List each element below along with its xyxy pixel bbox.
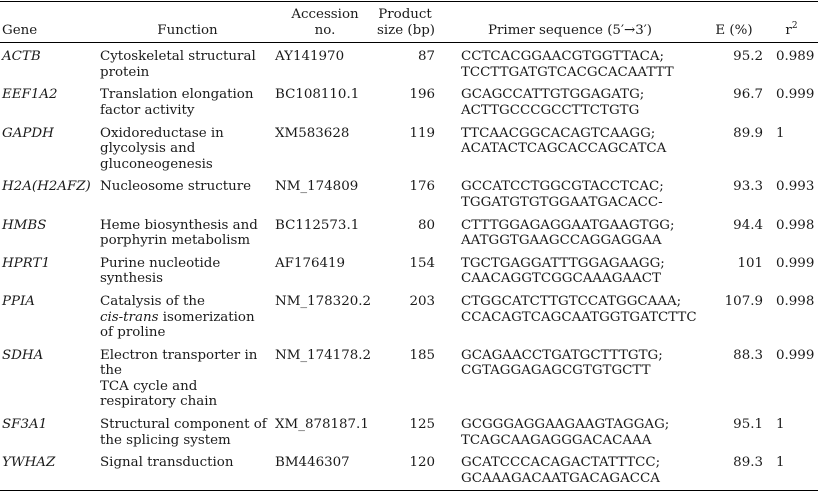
primer-cell <box>435 452 705 491</box>
header-gene: Gene <box>2 22 38 38</box>
primer-reverse: GCAAAGACAATGACAGACCA <box>461 470 660 486</box>
accession-cell: BM446307 <box>275 455 350 471</box>
accession-cell: NM_174809 <box>275 179 359 195</box>
gene-cell: EEF1A2 <box>2 87 58 103</box>
function-line: glycolysis and <box>100 141 196 157</box>
table-row <box>0 291 818 345</box>
primer-cell <box>435 253 705 291</box>
function-line: respiratory chain <box>100 394 218 410</box>
header-row <box>0 2 818 43</box>
accession-cell: XM583628 <box>275 125 350 141</box>
function-line <box>100 310 275 326</box>
function-italic: cis-trans <box>100 309 159 325</box>
header-function: Function <box>157 22 218 38</box>
primer-reverse: ACATACTCAGCACCAGCATCA <box>461 141 667 157</box>
primer-forward: TTCAACGGCACAGTCAAGG; <box>461 125 656 141</box>
r2-cell: 1 <box>776 417 785 433</box>
accession-cell: AF176419 <box>275 255 346 271</box>
gene-cell: ACTB <box>2 49 41 65</box>
table-row <box>0 414 818 452</box>
function-line: factor activity <box>100 102 195 118</box>
size-cell: 196 <box>409 87 435 103</box>
function-line: Cytoskeletal structural <box>100 49 256 65</box>
function-line: Catalysis of the <box>100 293 205 309</box>
function-line: protein <box>100 64 150 80</box>
primer-forward: GCCATCCTGGCGTACCTCAC; <box>461 179 664 195</box>
function-cell <box>100 291 275 345</box>
function-line: Oxidoreductase in <box>100 125 224 141</box>
efficiency-cell: 94.4 <box>733 217 763 233</box>
efficiency-cell: 89.9 <box>733 125 763 141</box>
function-line: TCA cycle and <box>100 378 198 394</box>
function-cell <box>100 452 275 491</box>
header-product-size <box>375 2 435 43</box>
primer-cell <box>435 291 705 345</box>
function-text: isomerization <box>158 309 255 325</box>
gene-cell: HMBS <box>2 217 47 233</box>
efficiency-cell: 96.7 <box>733 87 763 103</box>
function-cell <box>100 253 275 291</box>
accession-cell: AY141970 <box>275 49 345 65</box>
primer-forward: GCAGCCATTGTGGAGATG; <box>461 87 645 103</box>
primer-cell <box>435 215 705 253</box>
accession-cell: NM_174178.2 <box>275 347 372 363</box>
accession-cell: XM_878187.1 <box>275 417 369 433</box>
size-cell: 119 <box>409 125 435 141</box>
function-line: Signal transduction <box>100 455 234 471</box>
primer-cell <box>435 176 705 214</box>
primer-forward: GCAGAACCTGATGCTTTGTG; <box>461 347 663 363</box>
size-cell: 120 <box>409 455 435 471</box>
table-row <box>0 345 818 414</box>
primer-reverse: CCACAGTCAGCAATGGTGATCTTC <box>461 309 697 325</box>
function-line: Purine nucleotide <box>100 255 221 271</box>
r2-cell: 0.998 <box>776 217 815 233</box>
r2-cell: 0.999 <box>776 347 815 363</box>
size-cell: 125 <box>409 417 435 433</box>
gene-cell: HPRT1 <box>2 255 50 271</box>
gene-cell: SF3A1 <box>2 417 48 433</box>
primer-cell <box>435 414 705 452</box>
primer-reverse: CGTAGGAGAGCGTGTGCTT <box>461 363 651 379</box>
r2-cell: 1 <box>776 455 785 471</box>
primer-cell <box>435 43 705 85</box>
function-line: Translation elongation <box>100 87 254 103</box>
size-cell: 176 <box>409 179 435 195</box>
r2-cell: 0.993 <box>776 179 815 195</box>
size-cell: 185 <box>409 347 435 363</box>
r2-cell: 0.989 <box>776 49 815 65</box>
primer-cell <box>435 345 705 414</box>
primer-table <box>0 1 818 491</box>
primer-forward: CCTCACGGAACGTGGTTACA; <box>461 49 665 65</box>
primer-cell <box>435 123 705 177</box>
header-efficiency: E (%) <box>715 22 753 38</box>
table-row <box>0 253 818 291</box>
function-line: Electron transporter in the <box>100 347 258 379</box>
function-line: porphyrin metabolism <box>100 233 251 249</box>
table-row <box>0 176 818 214</box>
primer-reverse: TGGATGTGTGGAATGACACC- <box>461 194 663 210</box>
function-line: Heme biosynthesis and <box>100 217 258 233</box>
primer-reverse: CAACAGGTCGGCAAAGAACT <box>461 271 661 287</box>
accession-cell: BC108110.1 <box>275 87 360 103</box>
efficiency-cell: 88.3 <box>733 347 763 363</box>
header-accession-line1: Accession <box>291 7 359 22</box>
efficiency-cell: 93.3 <box>733 179 763 195</box>
gene-cell: SDHA <box>2 347 44 363</box>
size-cell: 87 <box>417 49 435 65</box>
table-row <box>0 215 818 253</box>
primer-forward: GCATCCCACAGACTATTTCC; <box>461 455 661 471</box>
gene-cell: H2A(H2AFZ) <box>2 179 91 195</box>
function-cell <box>100 414 275 452</box>
primer-reverse: TCAGCAAGAGGGACACAAA <box>461 432 652 448</box>
primer-cell <box>435 84 705 122</box>
primer-forward: CTTTGGAGAGGAATGAAGTGG; <box>461 217 675 233</box>
header-accession-line2: no. <box>314 22 336 38</box>
r2-cell: 0.999 <box>776 255 815 271</box>
primer-reverse: AATGGTGAAGCCAGGAGGAA <box>461 233 662 249</box>
function-line: synthesis <box>100 271 164 287</box>
header-size-line2: size (bp) <box>377 22 435 38</box>
r2-cell: 0.999 <box>776 87 815 103</box>
table-row <box>0 43 818 85</box>
table-row <box>0 84 818 122</box>
accession-cell: NM_178320.2 <box>275 293 372 309</box>
header-size-line1: Product <box>378 7 432 22</box>
header-primer-sequence: Primer sequence (5′→3′) <box>488 22 652 38</box>
function-cell <box>100 345 275 414</box>
r2-cell: 1 <box>776 125 785 141</box>
function-cell <box>100 176 275 214</box>
function-line: Structural component of <box>100 417 267 433</box>
header-accession <box>275 2 375 43</box>
size-cell: 154 <box>409 255 435 271</box>
primer-forward: CTGGCATCTTGTCCATGGCAAA; <box>461 293 682 309</box>
efficiency-cell: 95.1 <box>733 417 763 433</box>
size-cell: 203 <box>409 293 435 309</box>
primer-forward: TGCTGAGGATTTGGAGAAGG; <box>461 255 665 271</box>
gene-cell: YWHAZ <box>2 455 56 471</box>
function-cell <box>100 123 275 177</box>
accession-cell: BC112573.1 <box>275 217 360 233</box>
efficiency-cell: 101 <box>737 255 763 271</box>
r2-cell: 0.998 <box>776 293 815 309</box>
primer-reverse: TCCTTGATGTCACGCACAATTT <box>461 64 674 80</box>
table-row <box>0 452 818 491</box>
gene-cell: GAPDH <box>2 125 54 141</box>
function-line: gluconeogenesis <box>100 156 213 172</box>
header-r2-base: r <box>785 22 792 38</box>
header-r2-superscript: 2 <box>791 20 798 31</box>
function-line: of proline <box>100 325 166 341</box>
function-cell <box>100 215 275 253</box>
size-cell: 80 <box>417 217 435 233</box>
primer-forward: GCGGGAGGAAGAAGTAGGAG; <box>461 417 670 433</box>
function-line: the splicing system <box>100 432 231 448</box>
primer-reverse: ACTTGCCCGCCTTCTGTG <box>461 102 640 118</box>
function-cell <box>100 43 275 85</box>
efficiency-cell: 107.9 <box>724 293 763 309</box>
table-row <box>0 123 818 177</box>
header-r2 <box>763 2 818 43</box>
efficiency-cell: 95.2 <box>733 49 763 65</box>
function-cell <box>100 84 275 122</box>
gene-cell: PPIA <box>2 293 35 309</box>
function-line: Nucleosome structure <box>100 179 252 195</box>
efficiency-cell: 89.3 <box>733 455 763 471</box>
